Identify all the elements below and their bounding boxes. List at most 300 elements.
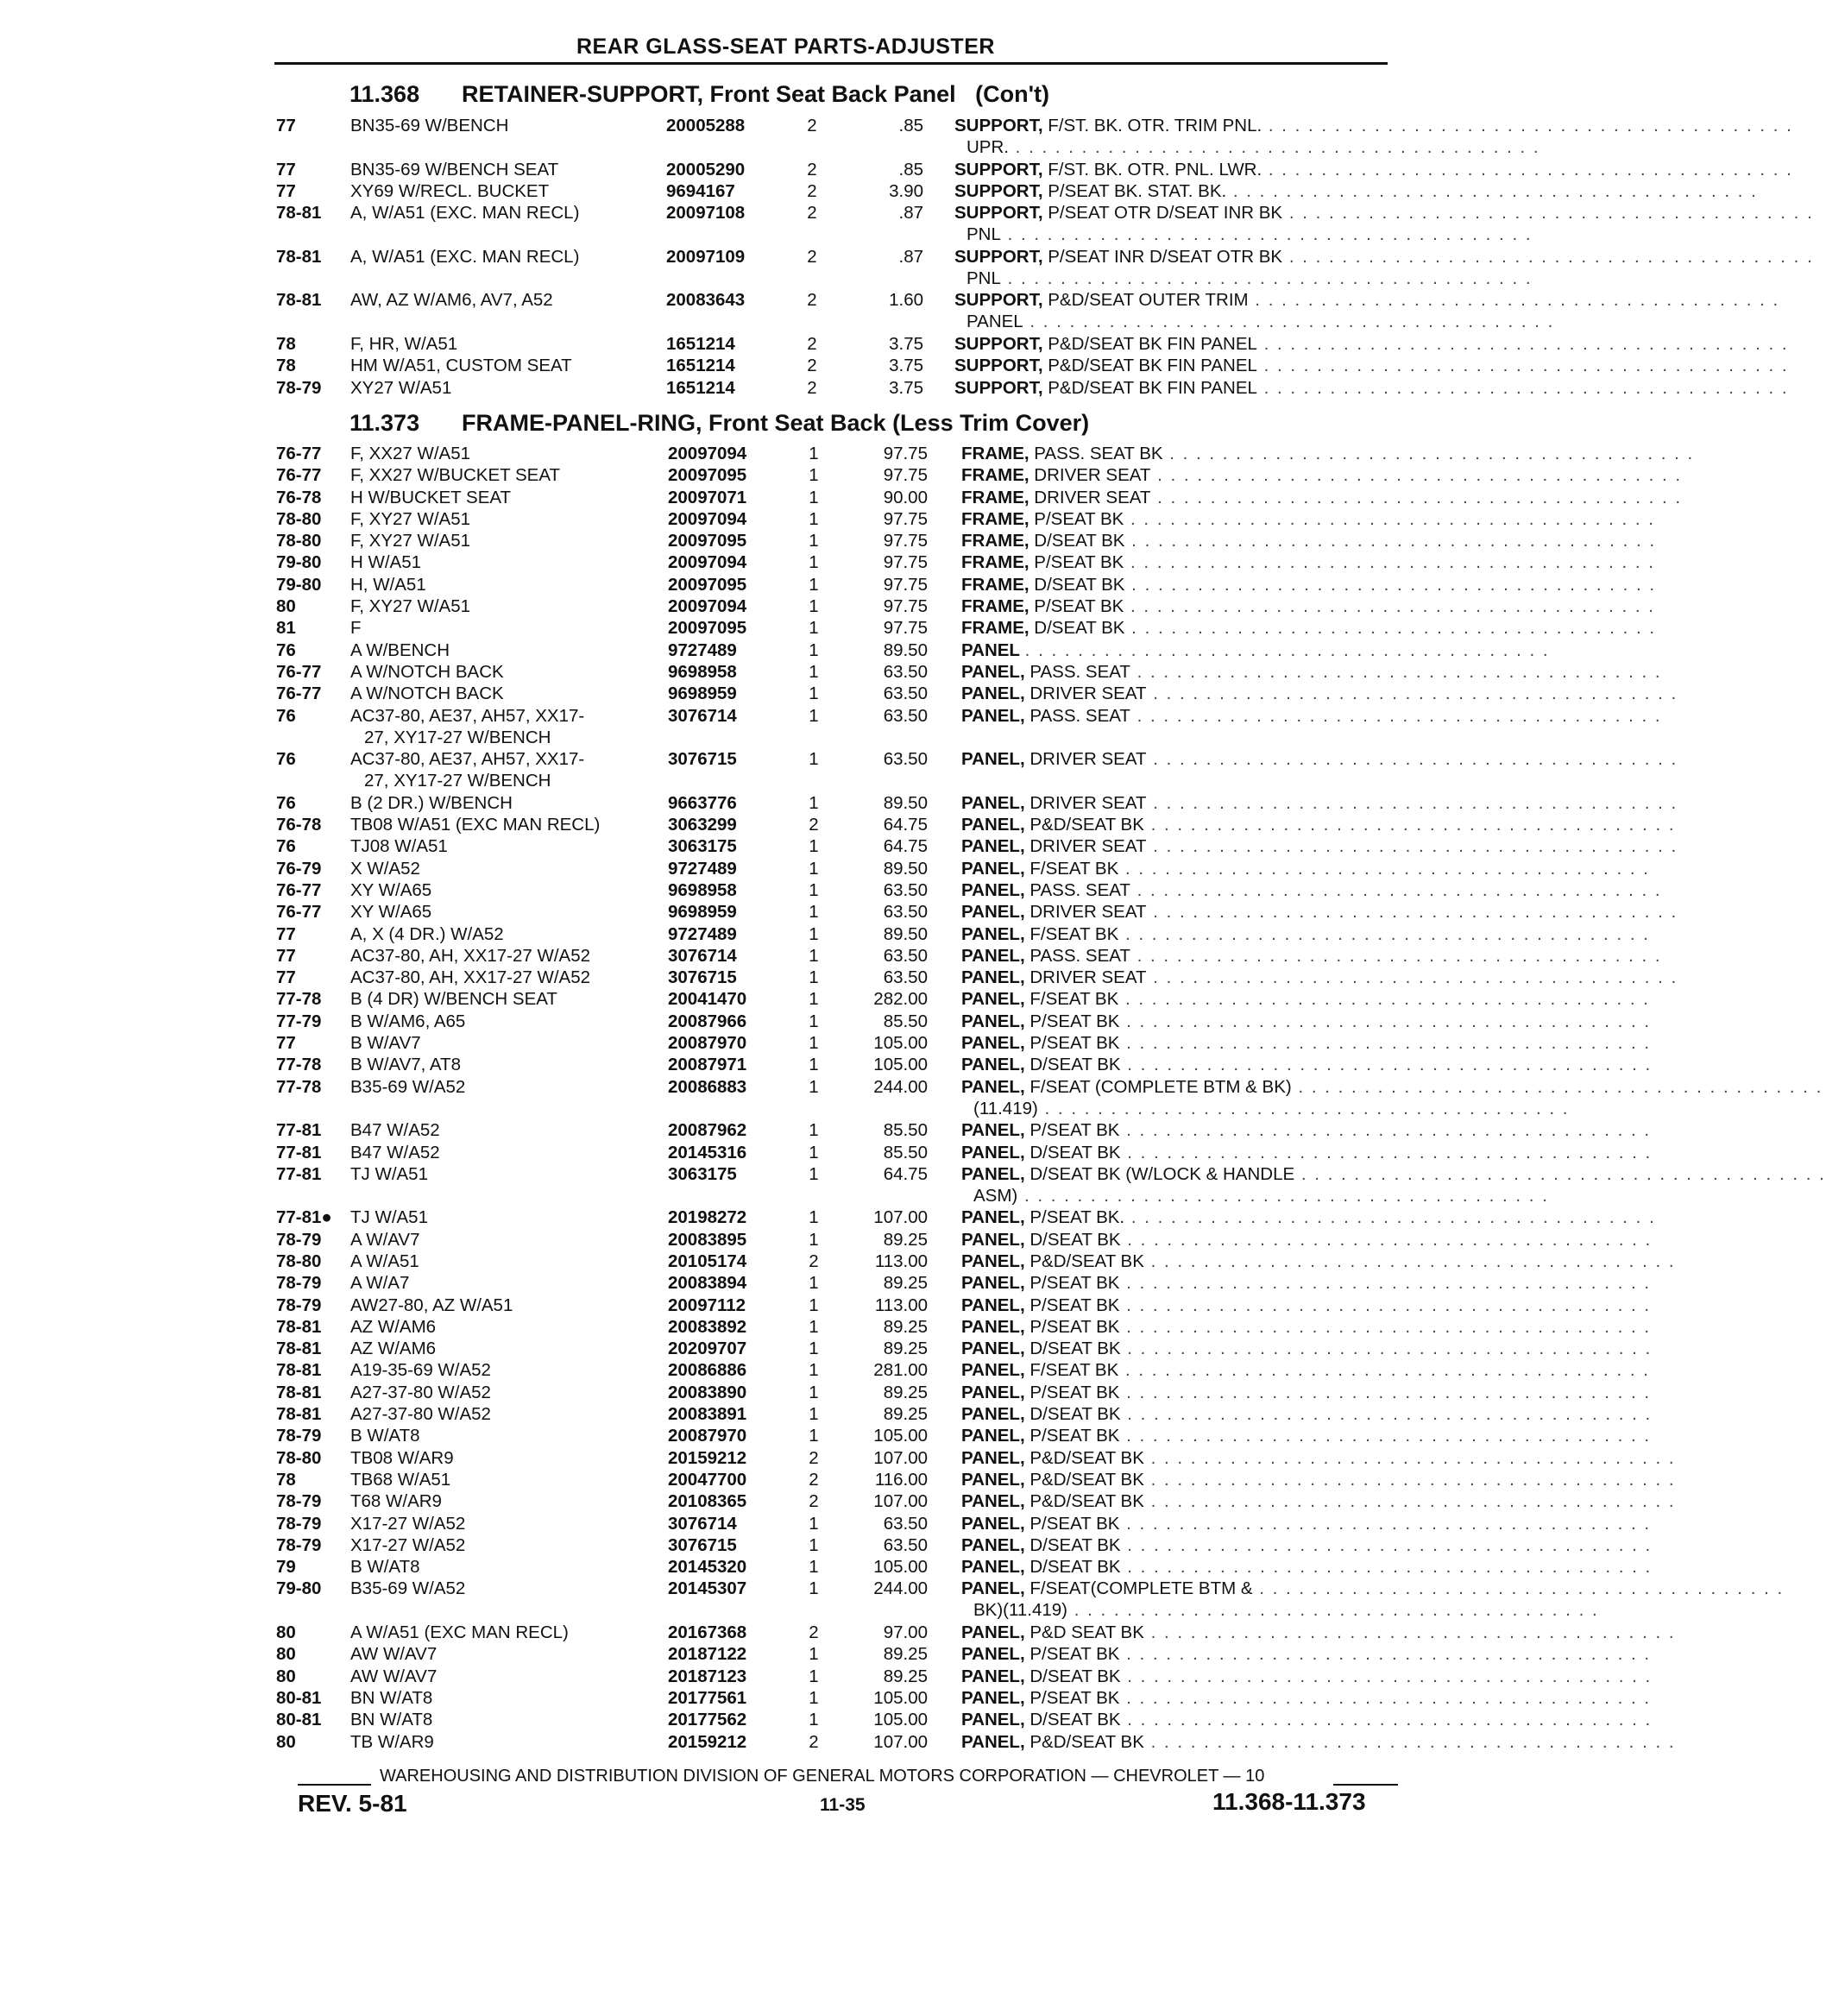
description-text: P/SEAT BK. (1029, 1207, 1125, 1228)
description-noun: FRAME, (961, 552, 1029, 573)
application-text: AW W/AV7 (350, 1644, 440, 1664)
description-line-1 (961, 1490, 1676, 1512)
application-text: B W/AT8 (350, 1426, 424, 1446)
quantity: 2 (807, 159, 817, 180)
leader-dots: . . . . . . . . . . . . . . . . . . . . . . . . . . . . . . . . . . . . . . . . (1120, 1557, 1653, 1578)
application (350, 377, 648, 399)
description-line-1 (961, 1229, 1653, 1251)
model-year: 76 (276, 792, 296, 813)
table-row (276, 551, 1655, 573)
description (961, 858, 1650, 879)
application-text: BN W/AT8 (350, 1688, 436, 1708)
part-number: 3063175 (668, 1163, 737, 1184)
price: 244.00 (873, 1578, 928, 1599)
part-number: 20097095 (668, 531, 747, 551)
description-noun: PANEL, (961, 1011, 1025, 1031)
leader-dots: . . . . . . . . . . . . . . . . . . . . . . . . . . . . . . . . . . . . . . . . (1120, 1404, 1653, 1425)
application (350, 202, 648, 224)
description-noun: PANEL, (961, 1710, 1025, 1730)
description-line-1 (961, 879, 1662, 901)
leader-dots: . . . . . . . . . . . . . . . . . . . . . . . . . . . . . . . . . . . . . . . . (1150, 487, 1683, 507)
application (350, 748, 648, 791)
part-number: 20198272 (668, 1207, 747, 1228)
price: 97.75 (883, 531, 928, 551)
application-text: H W/A51 (350, 552, 425, 572)
quantity: 1 (809, 1382, 819, 1402)
quantity: 1 (809, 574, 819, 595)
leader-dots: . . . . . . . . . . . . . . . . . . . . . . . . . . . . . . . . . . . . . . . . (1256, 356, 1789, 376)
description-noun: PANEL, (961, 1382, 1025, 1402)
description-noun: PANEL, (961, 1513, 1025, 1534)
description-text: P/SEAT BK (1029, 1033, 1120, 1054)
description-line-1 (961, 1011, 1652, 1032)
model-year: 76 (276, 705, 296, 726)
description-noun: SUPPORT, (954, 333, 1043, 354)
model-year: 78-79 (276, 1426, 322, 1446)
table-row (276, 595, 1655, 617)
application (350, 1513, 648, 1534)
price: 97.75 (883, 508, 928, 529)
application-text: XY W/A65 (350, 902, 435, 922)
application (350, 814, 648, 835)
description-noun: PANEL, (961, 1207, 1025, 1228)
description-line-1 (961, 464, 1683, 486)
application-text: B W/AV7 (350, 1033, 425, 1053)
quantity: 1 (809, 684, 819, 704)
leader-dots: . . . . . . . . . . . . . . . . . . . . . . . . . . . . . . . . . . . . . . . . (1000, 224, 1533, 245)
part-number: 9727489 (668, 639, 737, 660)
quantity: 1 (809, 858, 819, 879)
leader-dots: . . . . . . . . . . . . . . . . . . . . . . . . . . . . . . . . . . . . . . . . (1248, 290, 1780, 311)
leader-dots: . . . . . . . . . . . . . . . . . . . . . . . . . . . . . . . . . . . . . . . . (1146, 792, 1678, 813)
price: 89.25 (883, 1273, 928, 1294)
model-year: 77 (276, 180, 296, 201)
part-number: 20145316 (668, 1142, 747, 1162)
price: 89.25 (883, 1404, 928, 1425)
description-noun: PANEL, (961, 1033, 1025, 1054)
table-row (276, 705, 1662, 749)
description (961, 595, 1655, 617)
quantity: 1 (809, 1644, 819, 1665)
table-row (276, 858, 1650, 879)
description-continuation: PANEL (967, 312, 1023, 332)
section-title-11-368 (349, 81, 1049, 108)
application-text: A, W/A51 (EXC. MAN RECL) (350, 247, 582, 267)
table-row (276, 1338, 1653, 1359)
price: 105.00 (873, 1710, 928, 1730)
description-line-1 (961, 1469, 1676, 1490)
description-text: DRIVER SEAT (1029, 684, 1147, 704)
quantity: 1 (809, 444, 819, 463)
price: 3.90 (889, 180, 923, 201)
description-text: P/SEAT OTR D/SEAT INR BK (1048, 203, 1283, 224)
leader-dots: . . . . . . . . . . . . . . . . . . . . . . . . . . . . . . . . . . . . . . . . (1146, 967, 1678, 988)
part-number: 3076714 (668, 705, 737, 726)
application-text: B (4 DR) W/BENCH SEAT (350, 989, 561, 1009)
description-line-1 (961, 530, 1657, 551)
model-year: 79 (276, 1557, 296, 1578)
model-year: 77-78 (276, 1076, 322, 1097)
table-row (276, 1229, 1653, 1251)
table-row (276, 617, 1657, 639)
table-row (276, 1054, 1653, 1075)
model-year: 76-77 (276, 902, 322, 923)
application-text: A W/AV7 (350, 1230, 424, 1250)
part-number: 20097109 (666, 246, 746, 267)
part-number: 20097112 (668, 1295, 746, 1315)
description-text: P&D/SEAT OUTER TRIM (1048, 290, 1249, 311)
price: 244.00 (873, 1076, 928, 1097)
quantity: 2 (807, 246, 817, 267)
leader-dots: . . . . . . . . . . . . . . . . . . . . . . . . . . . . . . . . . . . . . . . . (1118, 1360, 1650, 1381)
application (350, 289, 648, 311)
table-row (276, 180, 1758, 202)
leader-dots: . . . . . . . . . . . . . . . . . . . . . . . . . . . . . . . . . . . . . . . . (1262, 159, 1793, 180)
description-noun: PANEL, (961, 989, 1025, 1010)
description-text: D/SEAT BK (1029, 1055, 1121, 1075)
description-line-1 (954, 377, 1789, 399)
table-row (276, 1163, 1826, 1207)
application (350, 858, 648, 879)
application-text: AZ W/AM6 (350, 1339, 439, 1358)
description (961, 574, 1657, 595)
price: 105.00 (873, 1426, 928, 1446)
description-line-1 (961, 443, 1695, 464)
application (350, 617, 648, 639)
table-row (276, 1206, 1656, 1228)
description-noun: PANEL, (961, 684, 1025, 704)
table-row (276, 967, 1678, 988)
table-row (276, 159, 1793, 180)
price: 97.75 (883, 574, 928, 595)
description (961, 901, 1678, 923)
application-text: XY W/A65 (350, 880, 435, 900)
description (961, 508, 1655, 530)
application (350, 487, 648, 508)
description (961, 835, 1678, 857)
description-line-1 (961, 595, 1655, 617)
description-line-1 (961, 1142, 1653, 1163)
description-line-1 (954, 115, 1793, 136)
application-text: A19-35-69 W/A52 (350, 1360, 494, 1380)
description-text: F/SEAT (COMPLETE BTM & BK) (1029, 1076, 1292, 1097)
leader-dots: . . . . . . . . . . . . . . . . . . . . . . . . . . . . . . . . . . . . . . . . (1256, 333, 1789, 354)
description (961, 1295, 1652, 1316)
model-year: 80 (276, 1731, 296, 1752)
leader-dots: . . . . . . . . . . . . . . . . . . . . . . . . . . . . . . . . . . . . . . . . (1294, 1163, 1826, 1184)
leader-dots: . . . . . . . . . . . . . . . . . . . . . . . . . . . . . . . . . . . . . . . . (1119, 1011, 1652, 1031)
application-text: F, XY27 W/A51 (350, 531, 474, 551)
table-row (276, 792, 1678, 814)
table-row (276, 1403, 1653, 1425)
application-text: TB08 W/A51 (EXC MAN RECL) (350, 815, 603, 835)
leader-dots (350, 632, 648, 633)
description-text: P/SEAT BK (1029, 1273, 1120, 1294)
application (350, 1687, 648, 1709)
description-line-1 (961, 1119, 1652, 1141)
description-text: F/SEAT BK (1029, 1360, 1119, 1381)
leader-dots: . . . . . . . . . . . . . . . . . . . . . . . . . . . . . . . . . . . . . . . . (1262, 116, 1793, 135)
table-row (276, 1272, 1652, 1294)
model-year: 78-81 (276, 1382, 322, 1402)
description (961, 879, 1662, 901)
application (350, 508, 648, 530)
description-text: P/SEAT BK (1029, 1644, 1120, 1665)
leader-dots: . . . . . . . . . . . . . . . . . . . . . . . . . . . . . . . . . . . . . . . . (1124, 531, 1657, 551)
application-text: AC37-80, AH, XX17-27 W/A52 (350, 967, 594, 987)
table-row (276, 246, 1814, 290)
description-text: DRIVER SEAT (1029, 836, 1147, 857)
leader-dots: . . . . . . . . . . . . . . . . . . . . . . . . . . . . . . . . . . . . . . . . (1119, 1273, 1652, 1294)
price: 97.75 (883, 596, 928, 617)
description-line-1 (961, 923, 1650, 945)
application-text: AW27-80, AZ W/A51 (350, 1295, 516, 1315)
description-noun: PANEL, (961, 1534, 1025, 1555)
description-noun: FRAME, (961, 596, 1029, 617)
model-year: 77 (276, 116, 296, 135)
model-year: 78-81 (276, 1316, 322, 1337)
application (350, 879, 648, 901)
model-year: 77-78 (276, 989, 322, 1010)
model-year: 78 (276, 356, 296, 376)
application-text: B (2 DR.) W/BENCH (350, 793, 516, 813)
description-line-1 (961, 1731, 1676, 1753)
description (961, 1076, 1823, 1119)
part-number: 20097095 (668, 465, 747, 486)
section-number: 11.373 (349, 410, 420, 436)
price: 97.00 (883, 1622, 928, 1643)
table-row (276, 1578, 1785, 1622)
price: 85.50 (883, 1120, 928, 1141)
description (961, 487, 1683, 508)
description-noun: PANEL, (961, 705, 1025, 726)
application-text: F, XX27 W/A51 (350, 444, 474, 463)
application-text: B W/AM6, A65 (350, 1011, 469, 1031)
description-noun: PANEL, (961, 967, 1025, 988)
description-line-1 (961, 835, 1678, 857)
application (350, 1316, 648, 1338)
quantity: 1 (809, 465, 819, 486)
description (961, 661, 1662, 683)
description (961, 705, 1662, 727)
model-year: 78-79 (276, 1273, 322, 1294)
application (350, 443, 648, 464)
part-number: 20097108 (666, 203, 746, 224)
quantity: 1 (809, 879, 819, 900)
part-number: 20086886 (668, 1360, 747, 1381)
description-noun: PANEL, (961, 1295, 1025, 1315)
description (961, 1011, 1652, 1032)
description-text: D/SEAT BK (1029, 1339, 1121, 1359)
price: .87 (898, 203, 923, 224)
application-text: TB W/AR9 (350, 1732, 438, 1752)
description (961, 1490, 1676, 1512)
description (961, 814, 1676, 835)
description-noun: PANEL, (961, 1120, 1025, 1141)
table-row (276, 115, 1793, 159)
application (350, 901, 648, 923)
table-row (276, 1513, 1652, 1534)
description-text: P&D/SEAT BK FIN PANEL (1048, 356, 1257, 376)
quantity: 1 (809, 531, 819, 551)
quantity: 1 (809, 1513, 819, 1534)
description-continuation: PNL (967, 224, 1001, 245)
application (350, 1229, 648, 1251)
application-text: F (350, 618, 365, 638)
application (350, 551, 648, 573)
application-text: X W/A52 (350, 859, 424, 879)
application (350, 705, 648, 748)
description (961, 1032, 1652, 1054)
price: 64.75 (883, 836, 928, 857)
leader-dots: . . . . . . . . . . . . . . . . . . . . . . . . . . . . . . . . . . . . . . . . (1143, 1731, 1676, 1752)
description-noun: PANEL, (961, 923, 1025, 944)
description-text: DRIVER SEAT (1029, 749, 1147, 770)
part-number: 20047700 (668, 1469, 747, 1490)
page-header (274, 33, 1388, 65)
description-text: P/SEAT BK (1034, 552, 1124, 573)
application (350, 1338, 648, 1359)
description-continuation: UPR. (967, 137, 1009, 157)
table-row (276, 1359, 1650, 1381)
application (350, 1054, 648, 1075)
description-line-2 (961, 1599, 1599, 1621)
application-text: A W/A51 (EXC MAN RECL) (350, 1622, 572, 1642)
description-noun: PANEL, (961, 902, 1025, 923)
footer-rule-right (1333, 1784, 1398, 1786)
description (961, 617, 1657, 639)
quantity: 1 (809, 1360, 819, 1381)
price: 89.25 (883, 1316, 928, 1337)
part-number: 20097071 (668, 487, 747, 507)
price: 63.50 (883, 967, 928, 988)
price: 281.00 (873, 1360, 928, 1381)
model-year: 77 (276, 1033, 296, 1054)
description (961, 1316, 1652, 1338)
description-noun: SUPPORT, (954, 377, 1043, 398)
description-line-1 (961, 1622, 1676, 1643)
price: 105.00 (873, 1033, 928, 1054)
application (350, 923, 648, 945)
leader-dots: . . . . . . . . . . . . . . . . . . . . . . . . . . . . . . . . . . . . . . . . (1119, 1426, 1652, 1446)
price: 63.50 (883, 879, 928, 900)
part-number: 20083892 (668, 1316, 747, 1337)
description-line-1 (961, 1578, 1785, 1599)
model-year: 77 (276, 923, 296, 944)
model-year: 78-80 (276, 531, 322, 551)
description-line-1 (961, 1643, 1652, 1665)
application (350, 574, 648, 595)
application-line-2 (350, 770, 648, 791)
description (961, 792, 1678, 814)
table-row (276, 1295, 1652, 1316)
application-text: B35-69 W/A52 (350, 1578, 469, 1598)
part-number: 9663776 (668, 792, 737, 813)
description-line-2 (954, 311, 1555, 332)
quantity: 1 (809, 596, 819, 617)
leader-dots: . . . . . . . . . . . . . . . . . . . . . . . . . . . . . . . . . . . . . . . . (1120, 1666, 1653, 1686)
application-text: TB68 W/A51 (350, 1470, 454, 1490)
description-line-1 (961, 683, 1678, 704)
description (954, 202, 1814, 245)
application-text: B47 W/A52 (350, 1120, 444, 1140)
part-number: 20097094 (668, 444, 747, 463)
description-text: D/SEAT BK (1034, 574, 1125, 595)
application (350, 1425, 648, 1446)
description-noun: PANEL, (961, 1557, 1025, 1578)
model-year: 76-78 (276, 815, 322, 835)
leader-dots: . . . . . . . . . . . . . . . . . . . . . . . . . . . . . . . . . . . . . . . . (1252, 1578, 1785, 1599)
description-noun: SUPPORT, (954, 246, 1043, 267)
model-year: 78-79 (276, 377, 322, 398)
application-text: H, W/A51 (350, 575, 430, 595)
description-noun: PANEL, (961, 1622, 1025, 1643)
price: 64.75 (883, 815, 928, 835)
leader-dots: . . . . . . . . . . . . . . . . . . . . . . . . . . . . . . . . . . . . . . . . (1118, 989, 1650, 1010)
application (350, 1076, 648, 1098)
description-noun: PANEL (961, 639, 1020, 660)
part-number: 20083891 (668, 1404, 747, 1425)
leader-dots: . . . . . . . . . . . . . . . . . . . . . . . . . . . . . . . . . . . . . . . . (1000, 268, 1533, 288)
description-text: F/ST. BK. OTR. TRIM PNL. (1048, 116, 1262, 135)
price: 1.60 (889, 290, 923, 311)
description (961, 1534, 1653, 1556)
application-text: TB08 W/AR9 (350, 1448, 457, 1468)
table-row (276, 1622, 1676, 1643)
description (961, 464, 1683, 486)
application (350, 1709, 648, 1730)
description (954, 355, 1789, 376)
description-line-2 (954, 224, 1533, 245)
table-row (276, 1447, 1676, 1469)
model-year: 80-81 (276, 1687, 322, 1708)
application (350, 1382, 648, 1403)
part-number: 20187123 (668, 1666, 747, 1686)
description-text: D/SEAT BK (1029, 1534, 1121, 1555)
table-row (276, 1666, 1653, 1687)
table-row (276, 1076, 1823, 1120)
quantity: 2 (807, 290, 817, 311)
description-line-1 (961, 748, 1678, 770)
description-noun: PANEL, (961, 1229, 1025, 1250)
table-row (276, 1469, 1676, 1490)
quantity: 1 (809, 1011, 819, 1031)
description (961, 530, 1657, 551)
model-year: 80 (276, 596, 296, 617)
description-text: PASS. SEAT BK (1034, 444, 1163, 463)
description (961, 988, 1650, 1010)
parts-table-11-373 (276, 443, 1826, 1753)
description-continuation: BK)(11.419) (973, 1600, 1068, 1621)
table-row (276, 1316, 1652, 1338)
description (961, 1229, 1653, 1251)
table-row (276, 1425, 1652, 1446)
leader-dots: . . . . . . . . . . . . . . . . . . . . . . . . . . . . . . . . . . . . . . . . (1119, 1295, 1652, 1315)
leader-dots: . . . . . . . . . . . . . . . . . . . . . . . . . . . . . . . . . . . . . . . . (1124, 596, 1655, 617)
description-line-1 (961, 1534, 1653, 1556)
description (961, 1578, 1785, 1621)
part-number: 20145320 (668, 1557, 747, 1578)
quantity: 1 (809, 1666, 819, 1686)
part-number: 3076715 (668, 749, 737, 770)
table-row (276, 879, 1662, 901)
price: 89.25 (883, 1229, 928, 1250)
description-noun: FRAME, (961, 531, 1029, 551)
quantity: 1 (809, 1295, 819, 1315)
leader-dots: . . . . . . . . . . . . . . . . . . . . . . . . . . . . . . . . . . . . . . . . (1146, 902, 1678, 923)
quantity: 2 (809, 1491, 819, 1512)
leader-dots: . . . . . . . . . . . . . . . . . . . . . . . . . . . . . . . . . . . . . . . . (1118, 923, 1650, 944)
